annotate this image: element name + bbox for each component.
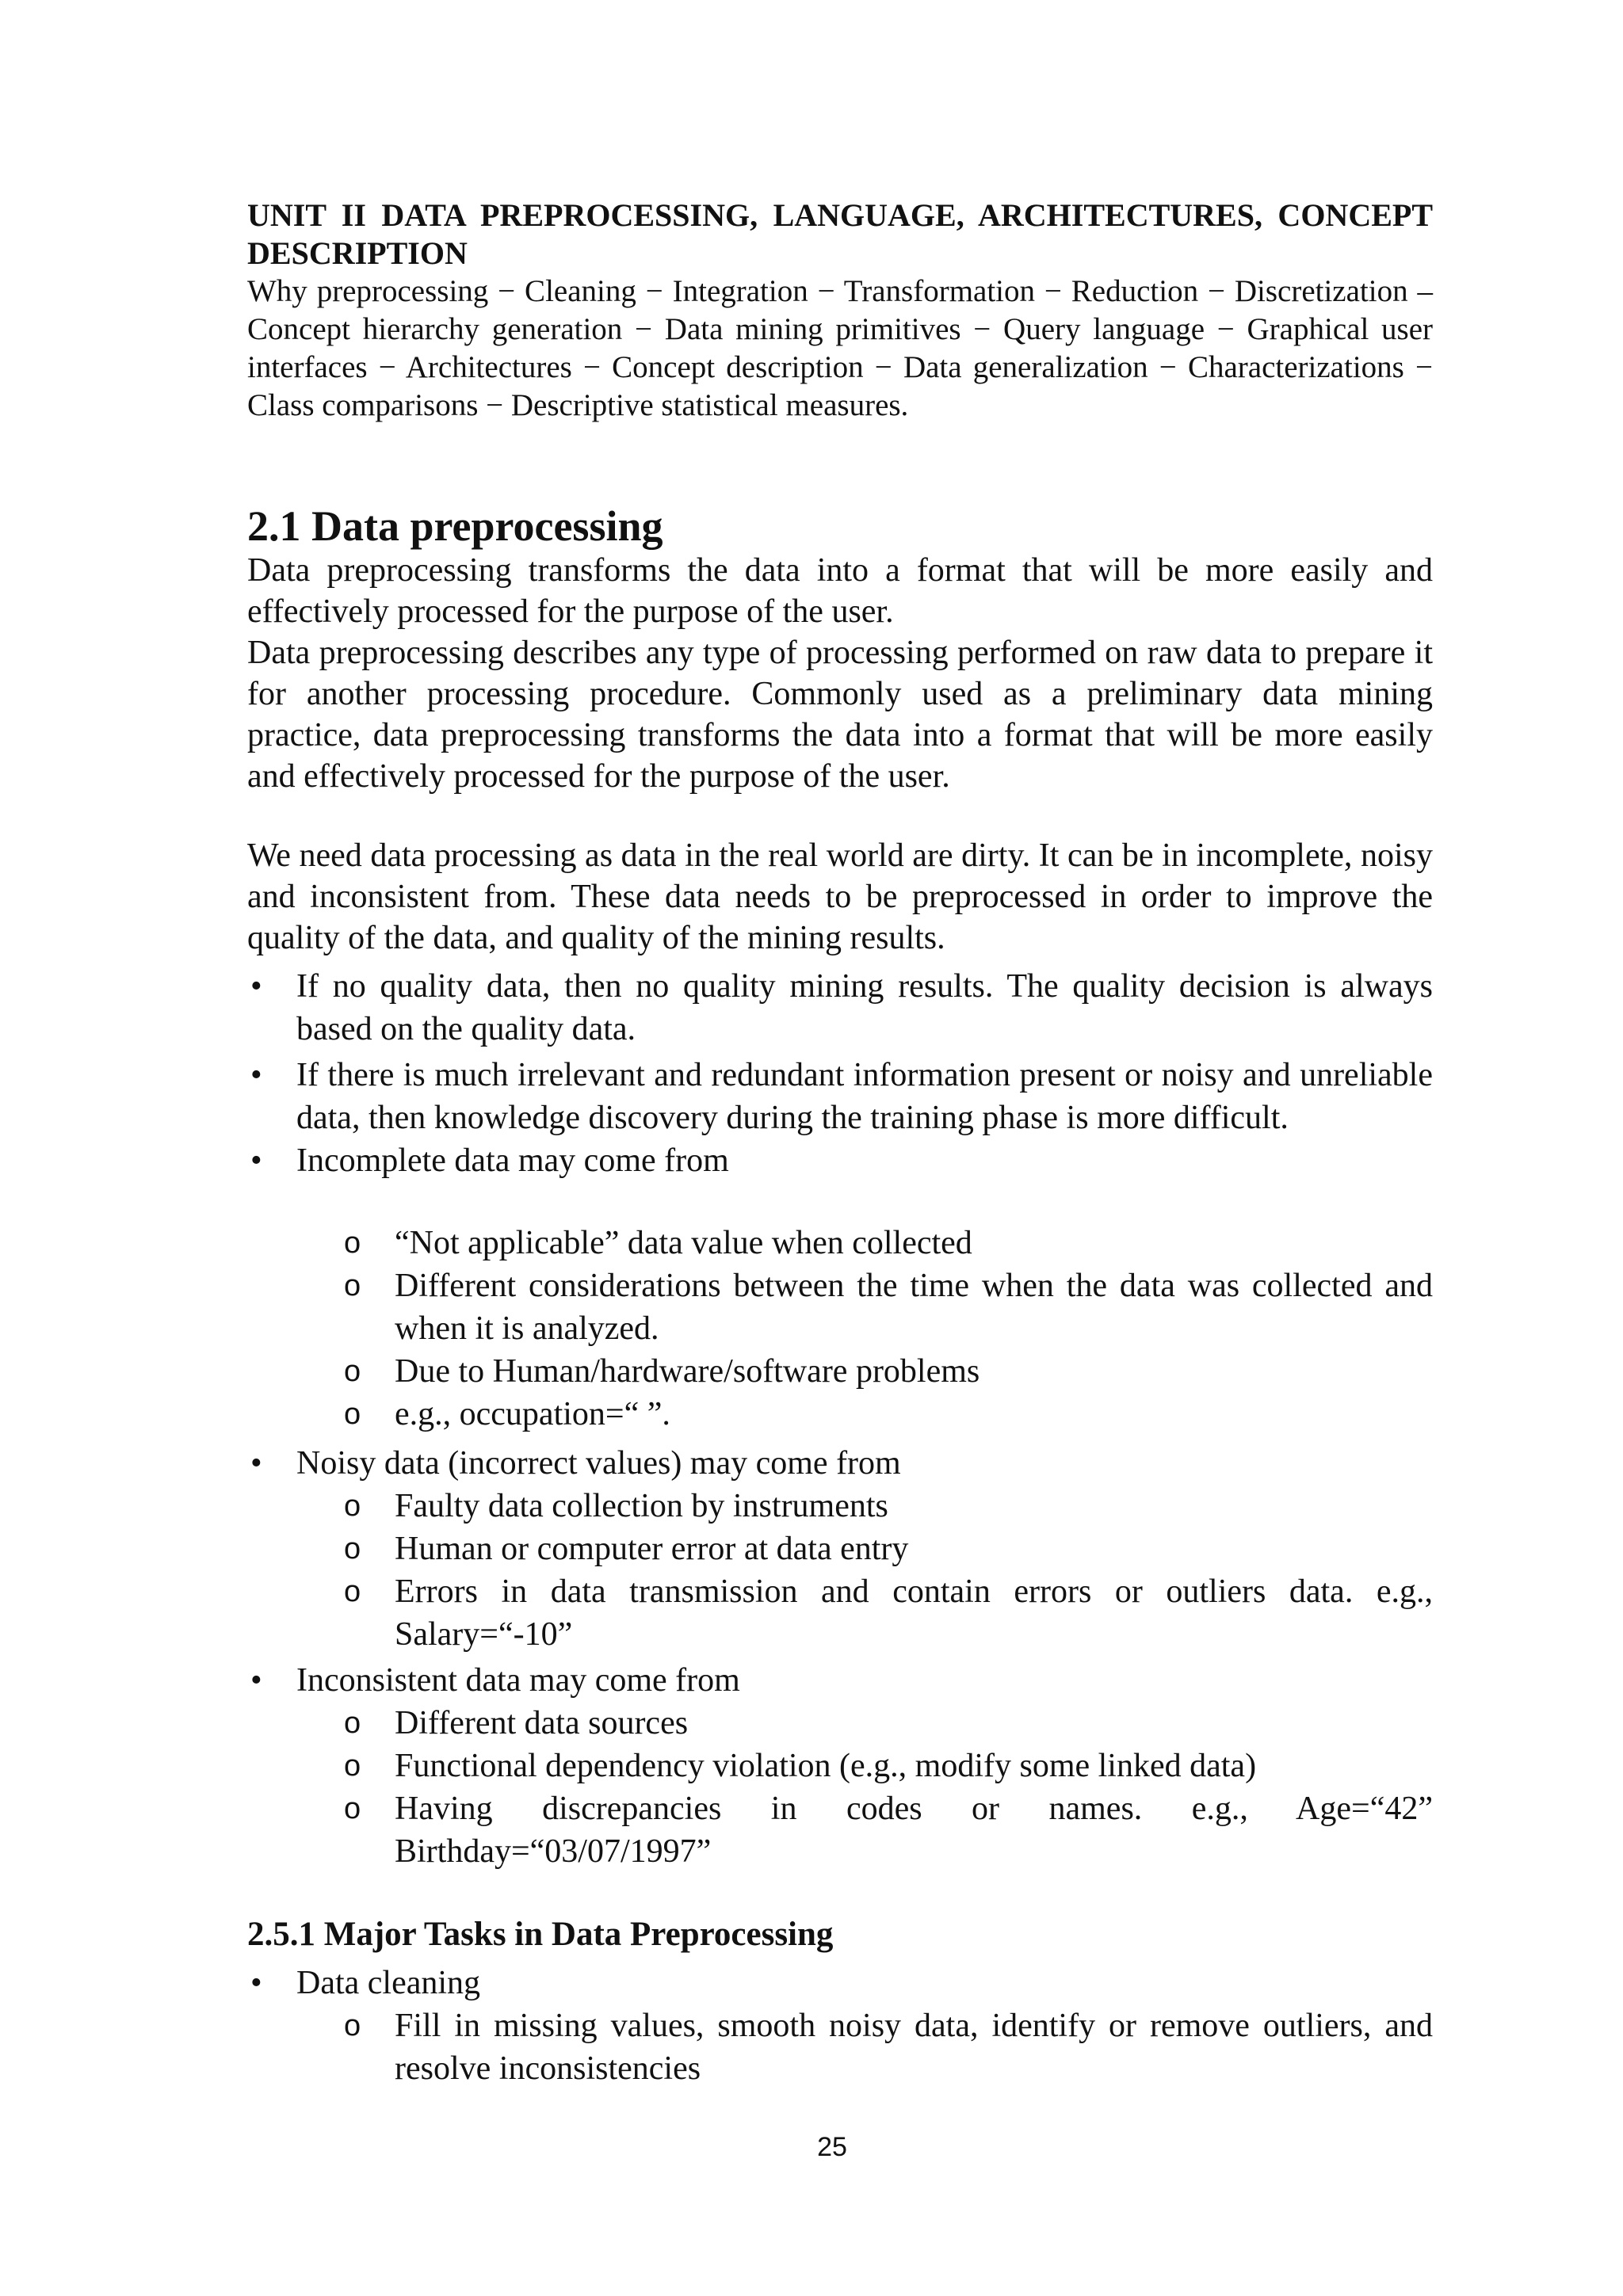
sub-list-item [247,2004,1433,2090]
sub-list-item [247,1350,1433,1393]
inconsistent-list [247,1659,1433,1873]
sub-bullet-icon: o [344,2009,361,2042]
bullet-icon: • [250,1445,262,1482]
sub-list-item [247,1570,1433,1656]
sub-bullet-icon: o [344,1707,361,1740]
subsection-heading: 2.5.1 Major Tasks in Data Preprocessing [247,1916,834,1953]
list-item [247,1659,1433,1702]
sub-list-item-text: e.g., occupation=“ ”. [395,1396,670,1432]
sub-bullet-icon: o [344,1226,361,1260]
list-item-text: If no quality data, then no quality mining results. The quality decision is always based on the quality data. [296,968,1433,1047]
page-number: 25 [817,2132,847,2162]
sub-list-item [247,1745,1433,1787]
sub-list-item [247,1393,1433,1436]
sub-list-item-text: Having discrepancies in codes or names. e.g., Age=“42” Birthday=“03/07/1997” [395,1791,1433,1870]
bullet-icon: • [250,1965,262,2001]
bullet-icon: • [250,1057,262,1093]
sub-bullet-icon: o [344,1269,361,1302]
sub-bullet-icon: o [344,1532,361,1566]
bullet-icon: • [250,1662,262,1699]
list-item [247,1139,1433,1182]
sub-list-item [247,1527,1433,1570]
list-item [247,1054,1433,1139]
paragraph-why: We need data processing as data in the real world are dirty. It can be in incomplete, noisy and inconsistent from. These data needs to be preprocessed in order to improve the quality of the data, and quality of the mining results. [247,837,1433,956]
sub-bullet-icon: o [344,1575,361,1608]
sub-list-item [247,1264,1433,1350]
list-item-text: Noisy data (incorrect values) may come from [296,1445,901,1482]
syllabus-topics: Why preprocessing − Cleaning − Integration − Transformation − Reduction − Discretization – Concept hierarchy generation − Data mining primitives − Query language − Graphical user interfaces − Architectures − Concept description − Data generalization − Characterizations − Class comparisons − Descriptive statistical measures. [247,274,1433,422]
paragraph-intro: Data preprocessing transforms the data into a format that will be more easily and effectively processed for the purpose of the user. [247,552,1433,630]
sub-list-item-text: Faulty data collection by instruments [395,1488,888,1524]
sub-list-item-text: Errors in data transmission and contain errors or outliers data. e.g., Salary=“-10” [395,1573,1433,1653]
section-heading: 2.1 Data preprocessing [247,502,663,550]
list-item [247,1962,1433,2004]
sub-bullet-icon: o [344,1398,361,1431]
unit-title: UNIT II DATA PREPROCESSING, LANGUAGE, ARCHITECTURES, CONCEPT DESCRIPTION [247,197,1433,271]
list-item-text: If there is much irrelevant and redundant information present or noisy and unreliable data, then knowledge discovery during the training phase is more difficult. [296,1057,1433,1136]
paragraph-description: Data preprocessing describes any type of processing performed on raw data to prepare it for another processing procedure. Commonly used as a preliminary data mining practice, data preprocessing transforms the data into a format that will be more easily and effectively processed for the purpose of the user. [247,635,1433,795]
tasks-list [247,1962,1433,2090]
bullet-icon: • [250,968,262,1005]
reasons-list [247,965,1433,1182]
list-item-text: Inconsistent data may come from [296,1662,740,1699]
sub-list-item [247,1787,1433,1873]
sub-list-item-text: Functional dependency violation (e.g., modify some linked data) [395,1748,1257,1784]
sub-list-item [247,1485,1433,1527]
sub-bullet-icon: o [344,1749,361,1783]
sub-list-item [247,1222,1433,1264]
bullet-icon: • [250,1142,262,1179]
sub-bullet-icon: o [344,1355,361,1388]
sub-list-item-text: Fill in missing values, smooth noisy data, identify or remove outliers, and resolve inconsistencies [395,2008,1433,2087]
sub-list-item-text: Human or computer error at data entry [395,1531,909,1567]
sub-list-item-text: Different data sources [395,1705,689,1741]
incomplete-sublist [247,1222,1433,1436]
list-item-text: Data cleaning [296,1965,481,2001]
list-item-text: Incomplete data may come from [296,1142,729,1179]
sub-bullet-icon: o [344,1792,361,1825]
sub-list-item-text: Due to Human/hardware/software problems [395,1353,980,1390]
sub-list-item-text: Different considerations between the time when the data was collected and when it is analyzed. [395,1268,1433,1347]
sub-list-item-text: “Not applicable” data value when collected [395,1225,972,1261]
sub-bullet-icon: o [344,1489,361,1523]
sub-list-item [247,1702,1433,1745]
noisy-list [247,1442,1433,1656]
list-item [247,965,1433,1051]
list-item [247,1442,1433,1485]
